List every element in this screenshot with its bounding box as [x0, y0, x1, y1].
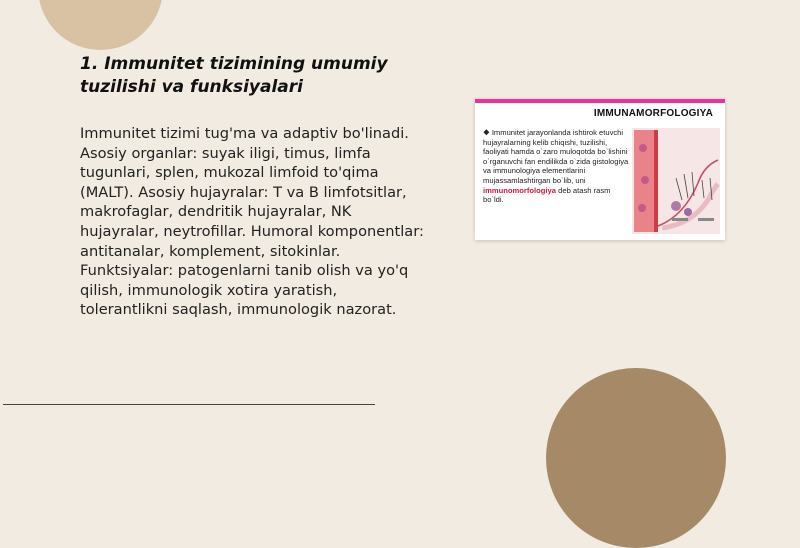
embedded-slide-text — [483, 128, 631, 205]
decorative-circle-top — [38, 0, 163, 50]
embedded-text-highlight: immunomorfologiya — [483, 185, 556, 195]
cell-migration-diagram-icon — [632, 128, 720, 234]
embedded-slide-heading: IMMUNAMORFOLOGIYA — [593, 108, 713, 119]
slide-body-text: Immunitet tizimi tug'ma va adaptiv bo'linadi. Asosiy organlar: suyak iligi, timus, limfa tugunlari, splen, mukozal limfoid to'qima (MALT). Asosiy hujayralar: T va B limfotsitlar, makrofaglar, dendritik hujayralar, NK hujayralar, neytrofillar. Humoral komponentlar: antitanalar, komplement, sitokinlar. Funktsiyalar: patogenlarni tanib olish va yo'q qilish, immunologik xotira yaratish, tolerantlikni saqlash, immunologik nazorat. — [80, 125, 424, 319]
divider-line — [3, 404, 375, 405]
slide-title: 1. Immunitet tizimining umumiy tuzilishi va funksiyalari — [80, 54, 388, 97]
embedded-text-after: deb atash rasm bo`ldi. — [483, 185, 611, 205]
embedded-slide-image — [475, 99, 725, 240]
bullet-icon: ❖ — [483, 128, 490, 137]
decorative-circle-bottom — [546, 368, 726, 548]
embedded-slide-header — [475, 99, 725, 125]
embedded-text-before: Immunitet jarayonlanda ishtirok etuvchi hujayralarning kelib chiqishi, tuzilishi, faoliyati hamda o`zaro muloqotda bo`lishini o`rganuvchi fan endilikda o`zida gistologiya va immunologiya elementlarini mujassamlashtirgan bo`lib, uni — [483, 128, 629, 185]
